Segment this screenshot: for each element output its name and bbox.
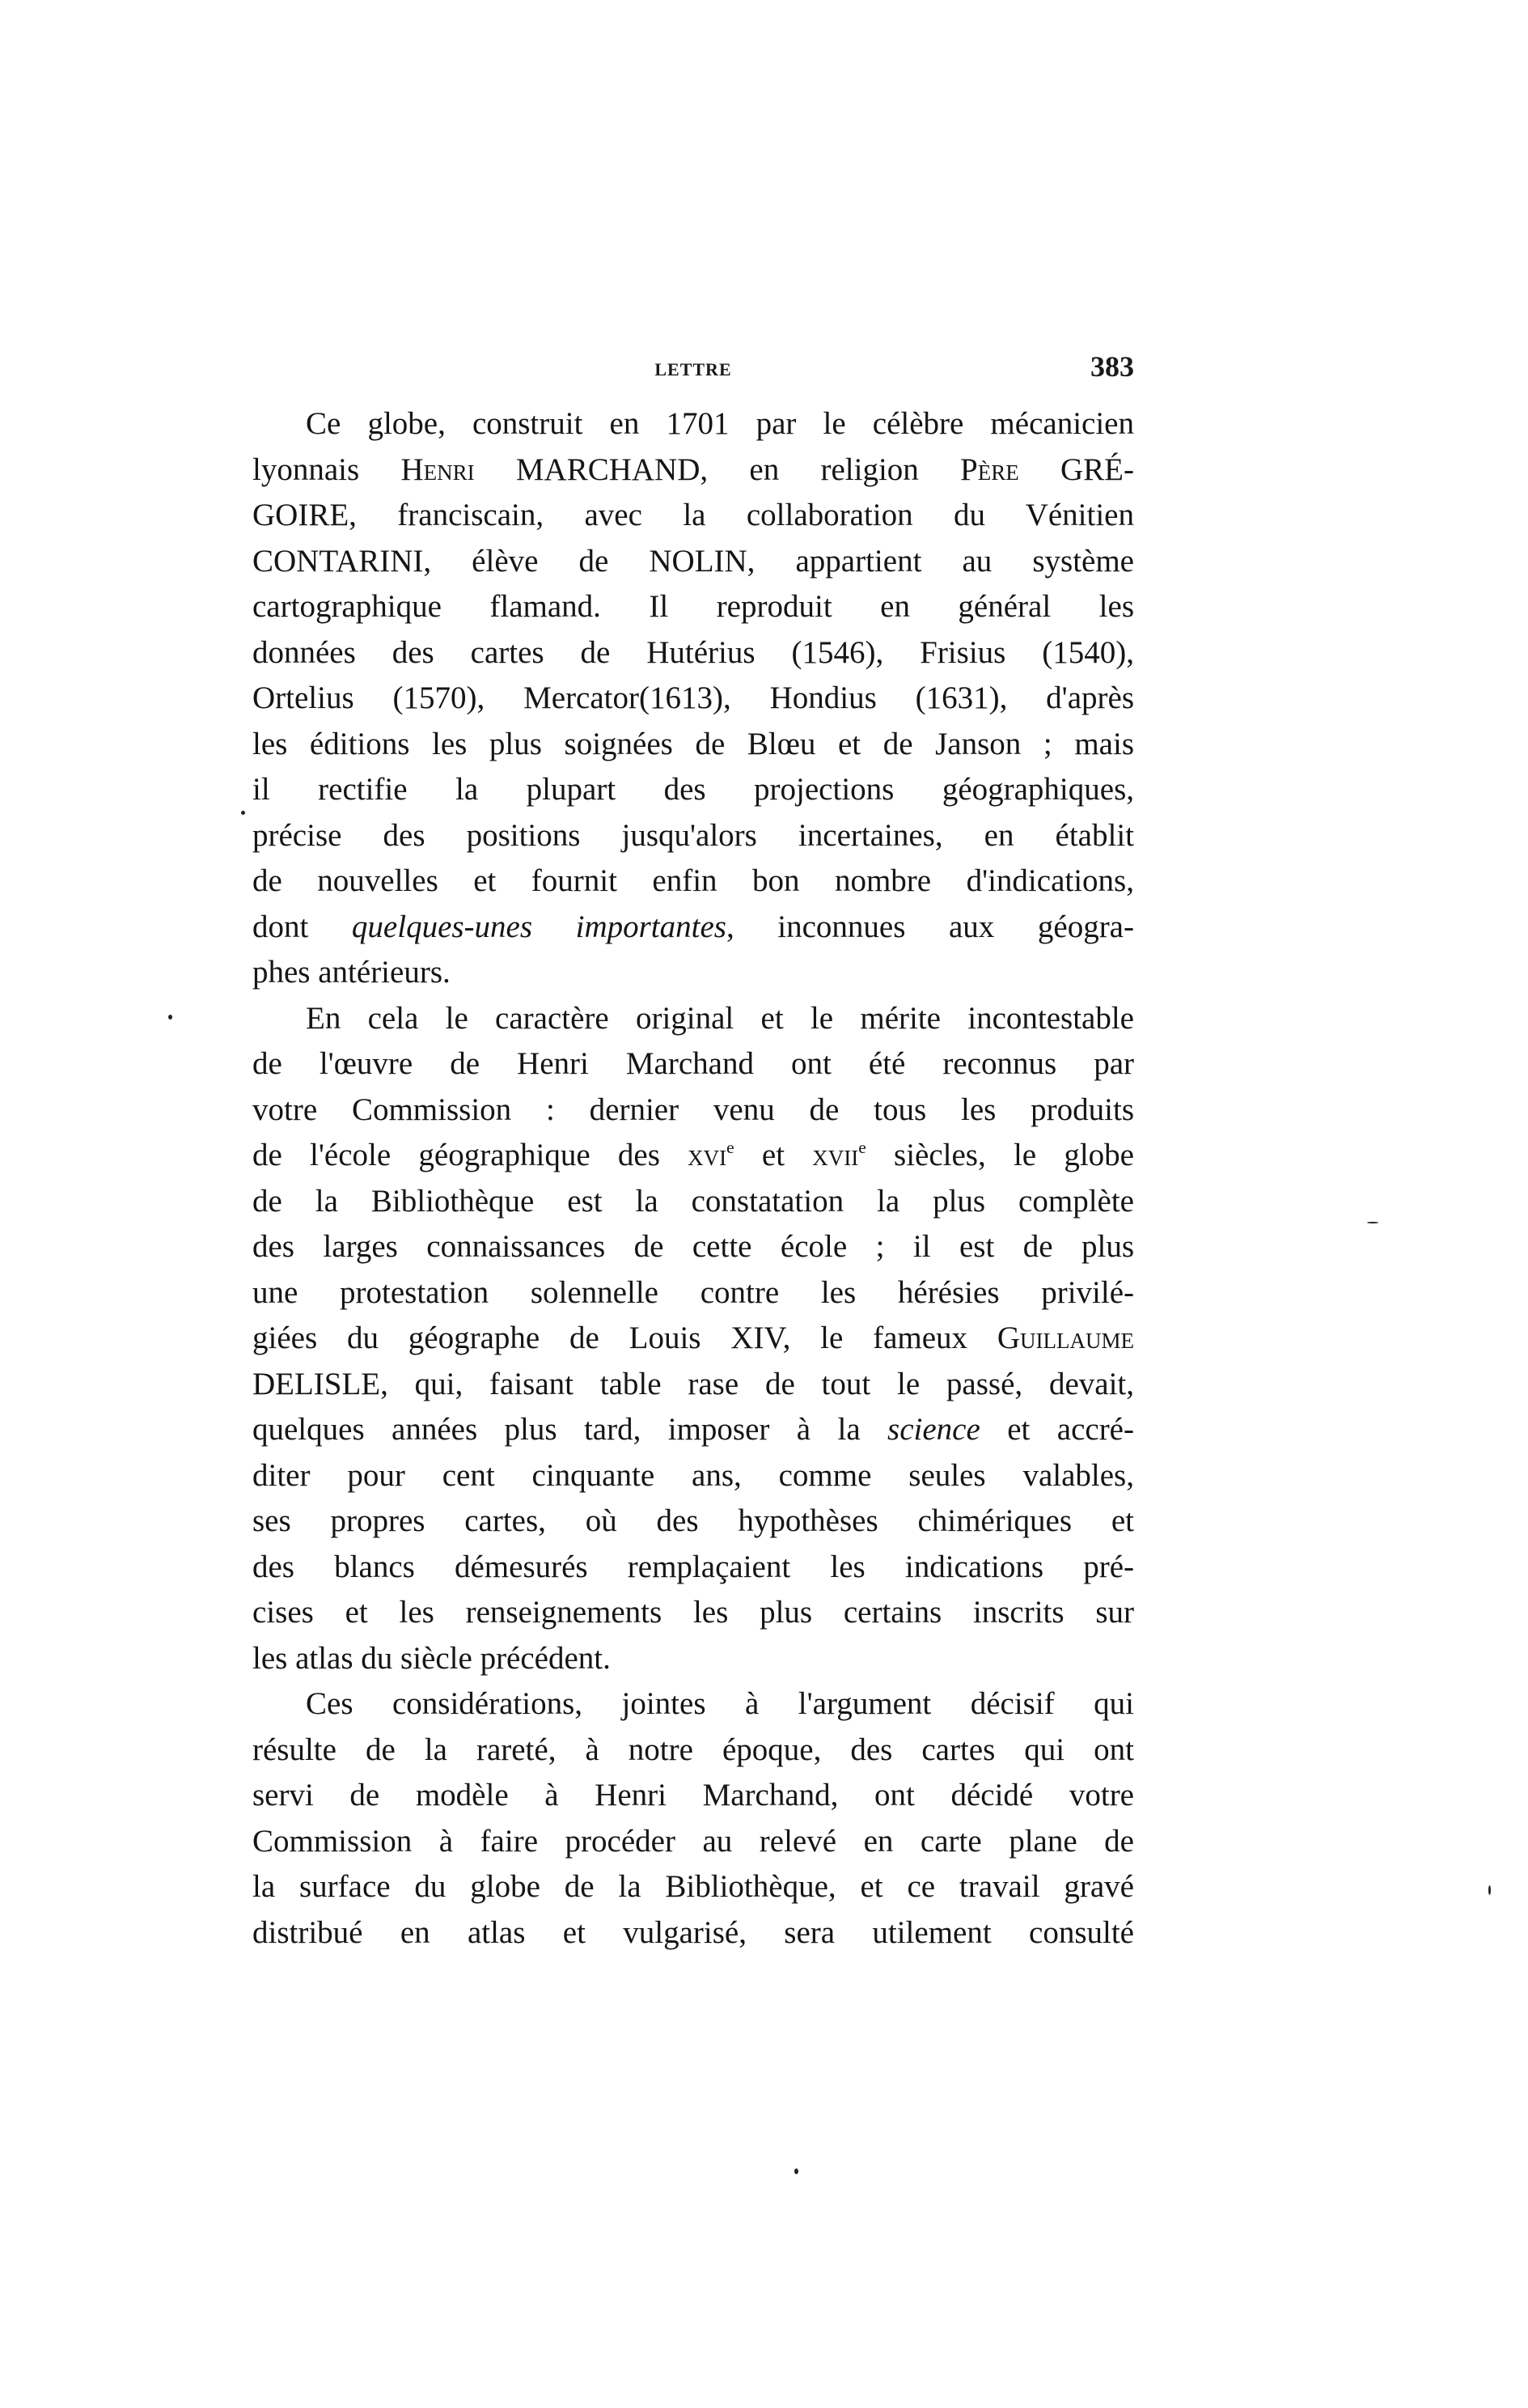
running-header [252, 350, 1134, 390]
text-line: diter pour cent cinquante ans, comme seules valables, [252, 1457, 1134, 1493]
text-fragment: lyonnais [252, 451, 401, 487]
text-line: Commission à faire procéder au relevé en carte plane de [252, 1823, 1134, 1859]
italic-phrase: quelques-unes importantes [351, 909, 726, 944]
text-fragment: quelques années plus tard, imposer à la [252, 1412, 888, 1447]
superscript: e [726, 1138, 734, 1157]
text-line: la surface du globe de la Bibliothèque, et ce travail gravé [252, 1869, 1134, 1904]
text-line: de l'œuvre de Henri Marchand ont été reconnus par [252, 1046, 1134, 1081]
text-line: de nouvelles et fournit enfin bon nombre d'indications, [252, 863, 1134, 898]
text-line [252, 447, 1134, 494]
small-caps-name: Guillaume [997, 1321, 1134, 1355]
roman-numeral: xvii [812, 1138, 859, 1172]
text-line: des larges connaissances de cette école ; il est de plus [252, 1229, 1134, 1264]
text-line: les atlas du siècle précédent. [252, 1640, 611, 1676]
text-line: phes antérieurs. [252, 955, 451, 990]
text-line: servi de modèle à Henri Marchand, ont décidé votre [252, 1778, 1134, 1812]
text-fragment: MARCHAND, en religion [474, 451, 961, 487]
body-text [252, 401, 1134, 1956]
text-line: distribué en atlas et vulgarisé, sera utilement consulté [252, 1914, 1134, 1950]
text-fragment: de l'école géographique des [252, 1138, 688, 1172]
scan-speck [1488, 1885, 1491, 1895]
text-line: données des cartes de Hutérius (1546), Frisius (1540), [252, 634, 1134, 670]
text-line: cises et les renseignements les plus certains inscrits sur [252, 1595, 1134, 1630]
superscript: e [858, 1138, 866, 1157]
text-line: les éditions les plus soignées de Blœu et de Janson ; mais [252, 726, 1134, 761]
scan-speck [794, 2168, 798, 2174]
text-line [252, 1133, 1134, 1179]
text-fragment: giées du géographe de Louis XIV, le fameux [252, 1321, 997, 1355]
text-line: précise des positions jusqu'alors incertaines, en établit [252, 817, 1134, 853]
text-line: des blancs démesurés remplaçaient les indications pré- [252, 1549, 1134, 1584]
text-line: Ortelius (1570), Mercator(1613), Hondius (1631), d'après [252, 680, 1134, 715]
text-line: En cela le caractère original et le mérite incontestable [306, 1000, 1134, 1036]
running-title: LETTRE [654, 359, 732, 379]
scan-speck [1367, 1222, 1378, 1223]
text-fragment: dont [252, 909, 352, 944]
text-line: CONTARINI, élève de NOLIN, appartient au système [252, 543, 1134, 579]
scan-speck [168, 1015, 172, 1020]
text-line: de la Bibliothèque est la constatation la plus complète [252, 1183, 1134, 1219]
text-line: cartographique flamand. Il reproduit en général les [252, 589, 1134, 624]
text-line: ses propres cartes, où des hypothèses chimériques et [252, 1503, 1134, 1538]
text-line [252, 1407, 1134, 1453]
text-line: DELISLE, qui, faisant table rase de tout le passé, devait, [252, 1366, 1134, 1401]
italic-word: science [887, 1412, 980, 1447]
text-line: résulte de la rareté, à notre époque, des cartes qui ont [252, 1732, 1134, 1767]
small-caps-name: Henri [400, 451, 475, 487]
text-line: Ce globe, construit en 1701 par le célèbre mécanicien [306, 406, 1134, 441]
scan-speck [241, 811, 245, 815]
page-number: 383 [1090, 350, 1134, 383]
text-line: Ces considérations, jointes à l'argument décisif qui [306, 1686, 1134, 1721]
text-fragment: siècles, le globe [866, 1138, 1134, 1172]
text-fragment: , inconnues aux géogra- [726, 909, 1134, 944]
text-line: votre Commission : dernier venu de tous les produits [252, 1092, 1134, 1127]
text-line: une protestation solennelle contre les hérésies privilé- [252, 1274, 1134, 1310]
text-fragment: et accré- [980, 1412, 1134, 1447]
small-caps-title: Père [960, 451, 1019, 487]
text-line [252, 1316, 1134, 1362]
text-line [252, 905, 1134, 951]
text-fragment: et [734, 1138, 813, 1172]
text-line: GOIRE, franciscain, avec la collaboration du Vénitien [252, 498, 1134, 532]
roman-numeral: xvi [688, 1138, 727, 1172]
text-fragment: GRÉ- [1018, 451, 1134, 487]
text-line: il rectifie la plupart des projections géographiques, [252, 772, 1134, 807]
